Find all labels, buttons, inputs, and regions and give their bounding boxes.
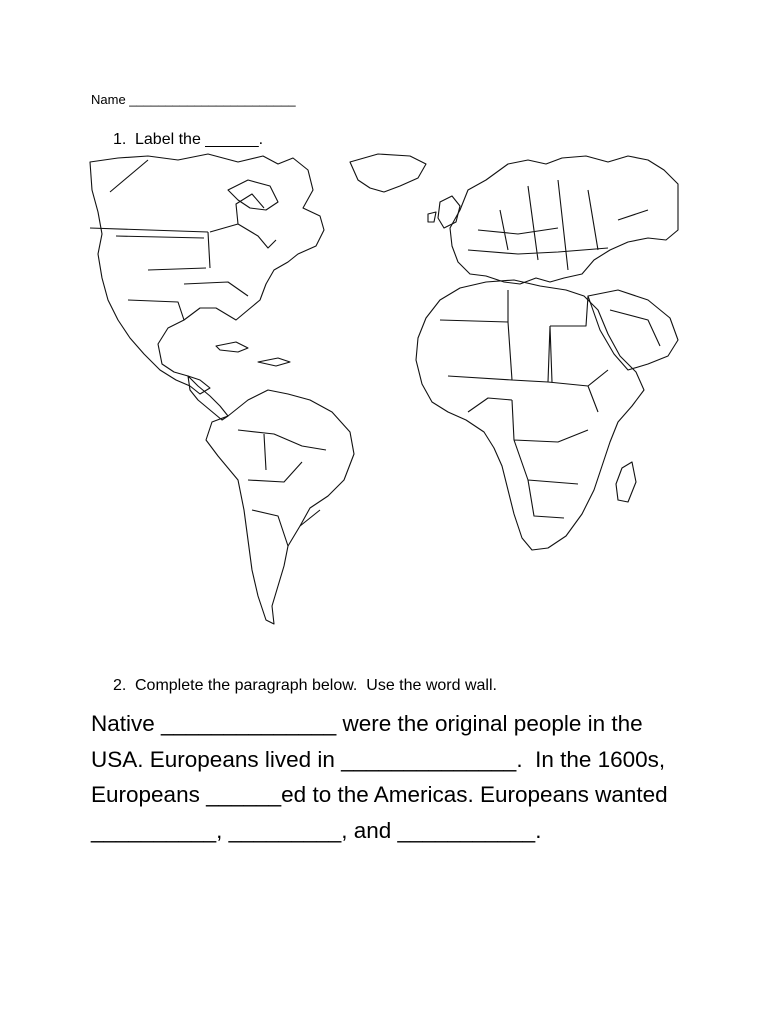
question-2 [113, 677, 497, 695]
question-2-text: Complete the paragraph below. Use the word wall. [135, 677, 497, 694]
north-america-outline [90, 154, 324, 394]
south-america-outline [206, 390, 354, 624]
paragraph-line-1: Native ______________ were the original people in the [91, 711, 643, 736]
question-1-number: 1. [113, 131, 127, 148]
world-outline-map [88, 150, 680, 630]
madagascar-outline [616, 462, 636, 502]
paragraph-line-4: __________, _________, and ___________. [91, 817, 542, 843]
british-isles-outline [428, 196, 460, 228]
fill-in-paragraph [91, 706, 691, 848]
central-america-outline [188, 376, 228, 420]
name-field-label: Name _______________________ [91, 92, 296, 107]
caribbean-outline [216, 342, 290, 366]
world-map-graphic [88, 150, 680, 630]
greenland-outline [350, 154, 426, 192]
arabia-outline [588, 290, 678, 370]
question-1-text: Label the ______. [135, 131, 264, 148]
question-1 [113, 131, 263, 149]
question-2-number: 2. [113, 677, 127, 694]
paragraph-line-3: Europeans ______ed to the Americas. Europeans wanted [91, 782, 668, 807]
paragraph-line-2: USA. Europeans lived in ______________. In the 1600s, [91, 746, 666, 772]
europe-outline [450, 156, 678, 284]
